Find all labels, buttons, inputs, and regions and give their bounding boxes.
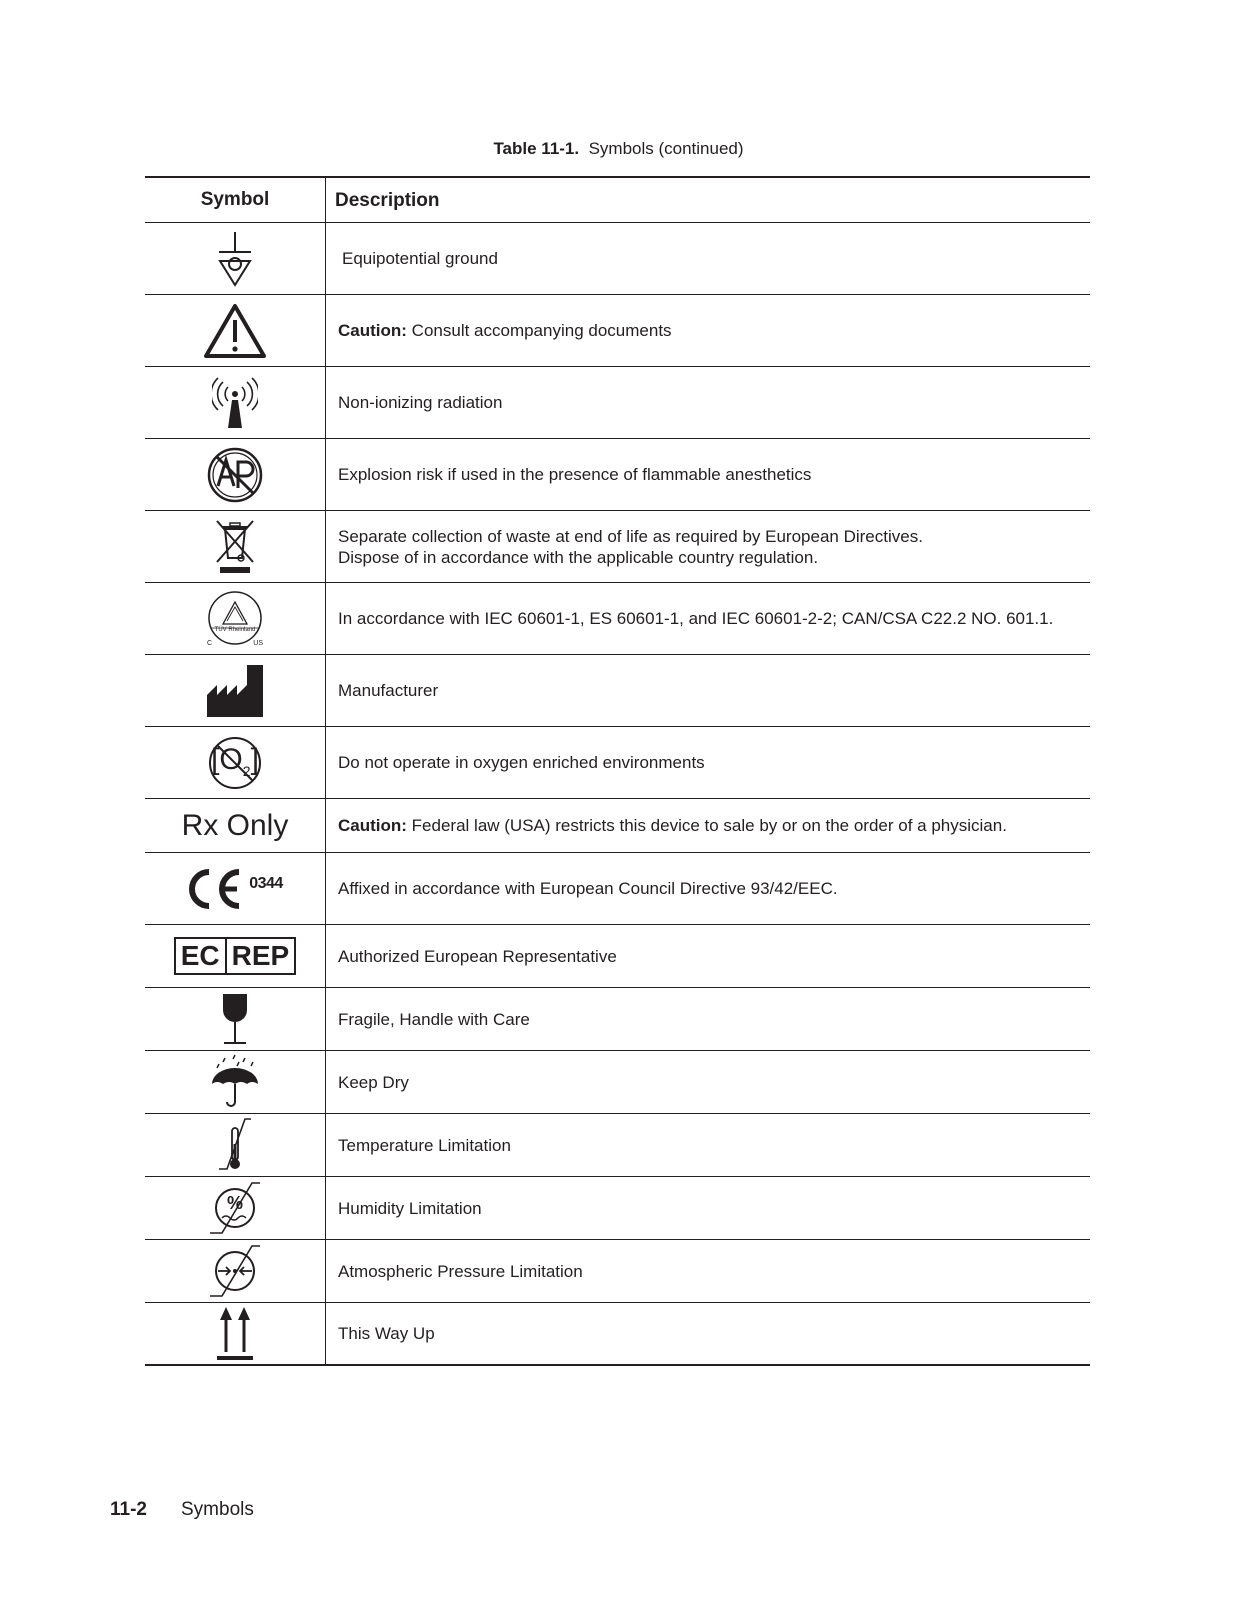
- page-number: 11-2: [110, 1499, 147, 1520]
- table-row: [145, 988, 1090, 1051]
- table-header-row: [145, 178, 1090, 223]
- ce-mark-icon: [187, 868, 283, 910]
- o2-main: [O: [211, 742, 243, 776]
- ec-label: EC: [176, 939, 227, 973]
- row-description: In accordance with IEC 60601-1, ES 60601-1, and IEC 60601-2-2; CAN/CSA C22.2 NO. 601.1.: [338, 609, 1054, 628]
- row-description-line2: Dispose of in accordance with the applicable country regulation.: [338, 547, 819, 567]
- o2-sub: 2: [242, 762, 251, 779]
- row-description: Separate collection of waste at end of life as required by European Directives.: [338, 526, 923, 546]
- no-oxygen-icon: [207, 735, 263, 791]
- table-row: [145, 655, 1090, 727]
- header-symbol: Symbol: [145, 178, 326, 222]
- row-description: Keep Dry: [338, 1072, 409, 1092]
- table-caption: [0, 139, 1237, 159]
- equipotential-ground-icon: [215, 230, 255, 288]
- fragile-glass-icon: [220, 992, 250, 1046]
- section-name: Symbols: [181, 1499, 254, 1520]
- this-way-up-arrows-icon: [215, 1306, 255, 1362]
- atmospheric-pressure-limitation-icon: [208, 1243, 262, 1299]
- temperature-limitation-icon: [215, 1116, 255, 1174]
- ce-notified-body-number: 0344: [249, 874, 283, 892]
- manufacturer-factory-icon: [205, 663, 265, 719]
- row-bold-label: Caution:: [338, 816, 407, 835]
- table-row: [145, 583, 1090, 655]
- table-row: [145, 1177, 1090, 1240]
- row-description: Authorized European Representative: [338, 946, 617, 966]
- table-row: [145, 1114, 1090, 1177]
- table-row: [145, 1240, 1090, 1303]
- row-description: Fragile, Handle with Care: [338, 1009, 530, 1029]
- row-description: Federal law (USA) restricts this device to sale by or on the order of a physician.: [411, 816, 1007, 835]
- row-description: Humidity Limitation: [338, 1198, 482, 1218]
- tuv-us: US: [253, 639, 263, 647]
- header-description: Description: [335, 189, 440, 211]
- row-description: Do not operate in oxygen enriched environments: [338, 753, 705, 772]
- row-description: This Way Up: [338, 1324, 435, 1343]
- non-ionizing-radiation-icon: [212, 376, 258, 430]
- row-description: Equipotential ground: [342, 249, 498, 268]
- row-description: Affixed in accordance with European Council Directive 93/42/EEC.: [338, 879, 838, 898]
- tuv-rheinland-mark-icon: [203, 588, 267, 650]
- table-row: [145, 727, 1090, 799]
- table-row: [145, 1051, 1090, 1114]
- page-footer: [110, 1499, 254, 1521]
- row-description: Manufacturer: [338, 681, 439, 700]
- rx-only-label: Rx Only: [181, 808, 289, 842]
- table-row: [145, 925, 1090, 988]
- row-description: Temperature Limitation: [338, 1135, 511, 1155]
- table-title: Symbols (continued): [588, 139, 744, 158]
- ec-rep-icon: [174, 937, 296, 975]
- table-row: [145, 1303, 1090, 1366]
- weee-crossed-bin-icon: [214, 518, 256, 576]
- humidity-glyph: %: [226, 1193, 243, 1213]
- ap-explosion-risk-icon: [206, 446, 264, 504]
- keep-dry-umbrella-icon: [209, 1054, 261, 1110]
- table-row: [145, 853, 1090, 925]
- o2-close: ]: [250, 742, 259, 776]
- table-row: [145, 799, 1090, 853]
- table-row: [145, 223, 1090, 295]
- table-row: [145, 367, 1090, 439]
- row-bold-label: Caution:: [338, 321, 407, 340]
- caution-triangle-icon: [203, 303, 267, 359]
- tuv-c: C: [207, 639, 213, 647]
- table-row: [145, 295, 1090, 367]
- table-number: Table 11-1.: [493, 139, 580, 158]
- row-description: Non-ionizing radiation: [338, 393, 503, 412]
- row-description: Consult accompanying documents: [411, 321, 672, 340]
- tuv-name: TÜV Rheinland: [214, 626, 256, 633]
- table-row: [145, 511, 1090, 583]
- rep-label: REP: [231, 940, 290, 971]
- humidity-limitation-icon: [208, 1180, 262, 1236]
- row-description: Explosion risk if used in the presence of flammable anesthetics: [338, 465, 812, 484]
- symbols-table: [145, 176, 1090, 1366]
- row-description: Atmospheric Pressure Limitation: [338, 1261, 583, 1281]
- table-row: [145, 439, 1090, 511]
